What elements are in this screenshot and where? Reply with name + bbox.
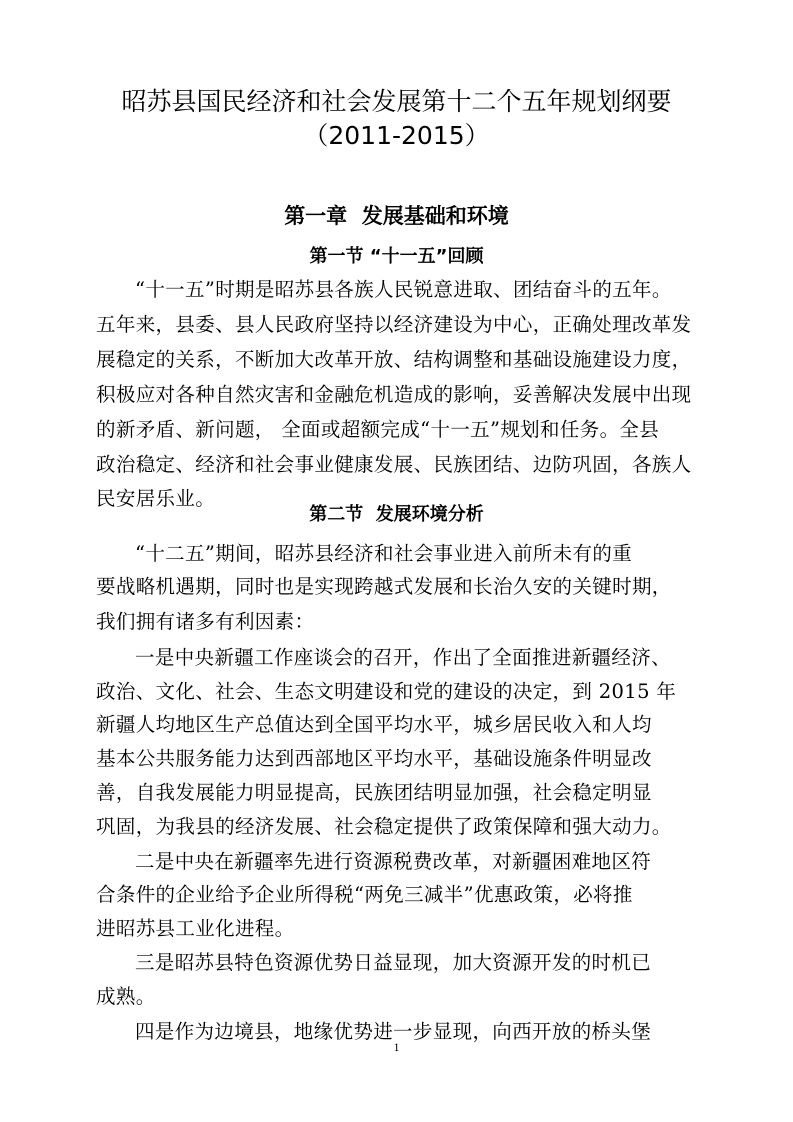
paragraph-line: 政治稳定、经济和社会事业健康发展、民族团结、边防巩固，各族人	[96, 453, 692, 476]
paragraph-line: 善，自我发展能力明显提高，民族团结明显加强，社会稳定明显	[96, 781, 652, 804]
paragraph-line: 巩固，为我县的经济发展、社会稳定提供了政策保障和强大动力。	[96, 815, 672, 838]
paragraph-line: 五年来，县委、县人民政府坚持以经济建设为中心，正确处理改革发	[96, 313, 692, 336]
paragraph-line: 的新矛盾、新问题， 全面或超额完成“十一五”规划和任务。全县	[96, 418, 660, 441]
paragraph-line: 进昭苏县工业化进程。	[96, 917, 295, 940]
paragraph-line: 一是中央新疆工作座谈会的召开，作出了全面推进新疆经济、	[135, 646, 671, 669]
section2-heading: 第二节 发展环境分析	[309, 504, 484, 525]
paragraph-line: 基本公共服务能力达到西部地区平均水平，基础设施条件明显改	[96, 747, 652, 770]
paragraph-line: 展稳定的关系，不断加大改革开放、结构调整和基础设施建设力度，	[96, 348, 692, 371]
paragraph-line: 合条件的企业给予企业所得税“两免三减半”优惠政策，必将推	[96, 883, 633, 906]
paragraph-line: 成熟。	[96, 985, 156, 1008]
chapter-heading: 第一章 发展基础和环境	[284, 204, 509, 228]
paragraph-line: 四是作为边境县，地缘优势进一步显现，向西开放的桥头堡	[135, 1020, 652, 1043]
paragraph-line: 二是中央在新疆率先进行资源税费改革，对新疆困难地区符	[135, 850, 652, 873]
page-number: 1	[393, 1040, 400, 1054]
paragraph-line: 要战略机遇期，同时也是实现跨越式发展和长治久安的关键时期，	[96, 575, 672, 598]
paragraph-line: 新疆人均地区生产总值达到全国平均水平，城乡居民收入和人均	[96, 713, 652, 736]
paragraph-line: 我们拥有诸多有利因素：	[96, 610, 315, 633]
paragraph-line: “十二五”期间，昭苏县经济和社会事业进入前所未有的重	[135, 542, 633, 565]
paragraph-line: 积极应对各种自然灾害和金融危机造成的影响，妥善解决发展中出现	[96, 383, 692, 406]
section1-heading: 第一节 “十一五”回顾	[309, 246, 484, 267]
document-title: 昭苏县国民经济和社会发展第十二个五年规划纲要	[121, 87, 672, 116]
paragraph-line: 民安居乐业。	[96, 487, 216, 510]
paragraph-line: “十一五”时期是昭苏县各族人民锐意进取、团结奋斗的五年。	[135, 278, 672, 301]
paragraph-line: 政治、文化、社会、生态文明建设和党的建设的决定，到 2015 年	[96, 680, 677, 703]
paragraph-line: 三是昭苏县特色资源优势日益显现，加大资源开发的时机已	[135, 951, 652, 974]
document-title-years: （2011-2015）	[303, 121, 490, 150]
